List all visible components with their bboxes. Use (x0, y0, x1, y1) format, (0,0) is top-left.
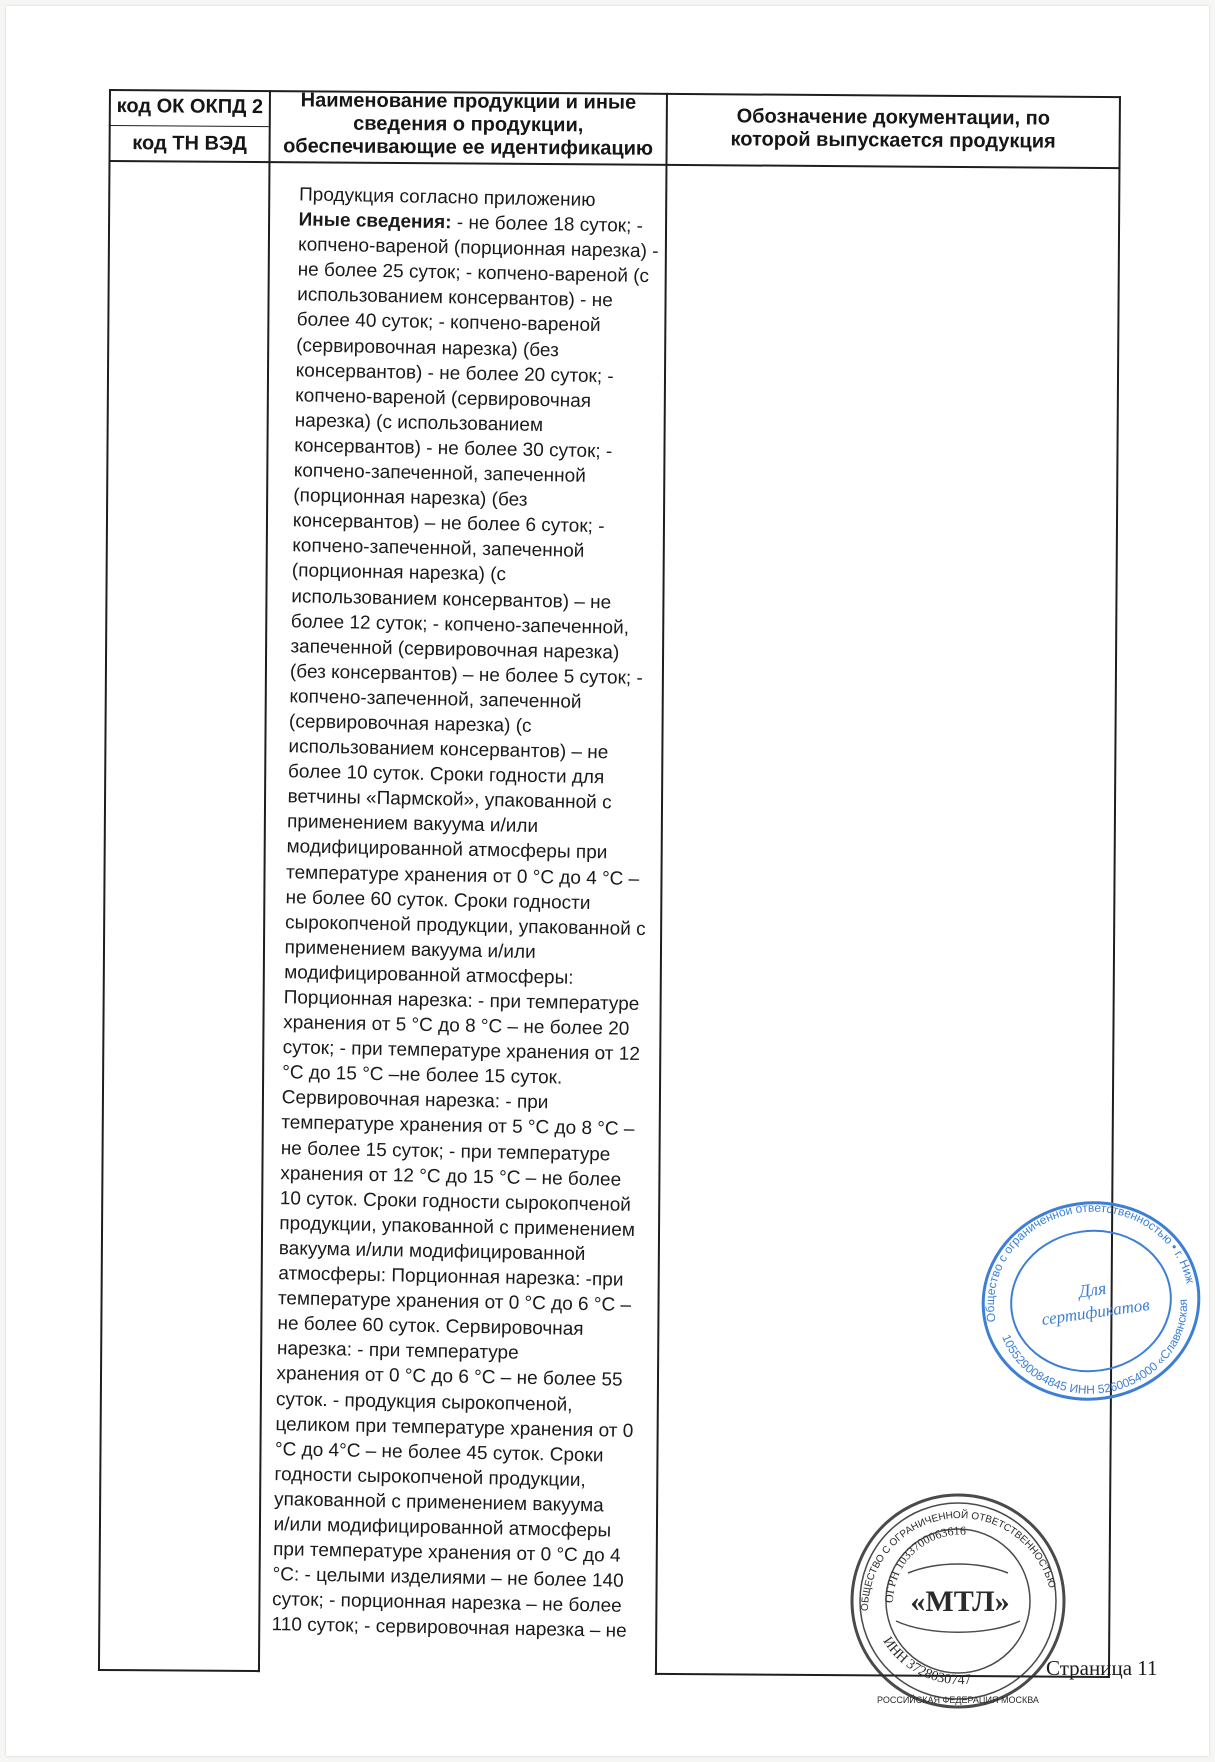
body-line: Продукция согласно приложению (298, 184, 596, 212)
body-line: хранения от 0 °С до 6 °С – не более 55 (276, 1363, 623, 1392)
body-line: запеченной (сервировочная нарезка) (290, 635, 620, 664)
body-line: использованием консервантов) - не (296, 284, 613, 312)
header-product-name (271, 89, 666, 161)
body-line: вакуума и/или модифицированной (278, 1238, 586, 1265)
body-line: (порционная нарезка) (с (291, 560, 507, 586)
header-documentation-line: Обозначение документации, по (736, 105, 1051, 130)
body-line: температуре хранения от 0 °С до 4 °С – (285, 861, 640, 890)
body-line: не более 60 суток. Сервировочная (277, 1313, 584, 1341)
black-seal-ring-bottom: РОССИЙСКАЯ ФЕДЕРАЦИЯ МОСКВА (877, 1695, 1039, 1705)
header-bottom-border (108, 160, 1120, 169)
page-number: Страница 11 (1046, 1656, 1158, 1680)
header-tn-ved: код ТН ВЭД (132, 132, 247, 155)
body-line: не более 15 суток; - при температуре (280, 1137, 611, 1166)
body-line: температуре хранения от 5 °С до 8 °С – (281, 1112, 635, 1141)
col1-bottom-border (98, 1669, 260, 1672)
certificate-table (98, 89, 1126, 1681)
blue-stamp-center-2: сертификатов (1040, 1294, 1151, 1329)
company-stamp-blue (976, 1196, 1206, 1406)
other-info-value: - не более 18 суток; - (451, 212, 644, 238)
body-line: не более 25 суток; - копчено-вареной (с (297, 259, 650, 288)
body-line: (порционная нарезка) (без (293, 485, 528, 511)
body-line: при температуре хранения от 0 °С до 4 (272, 1539, 621, 1567)
blue-stamp-ring-text-bottom: 1055290084845 ИНН 5260054000 «Славянская (999, 1298, 1191, 1397)
body-line: атмосферы: Порционная нарезка: -при (278, 1263, 624, 1291)
body-line: копчено-вареной (сервировочная (295, 385, 592, 412)
body-line: 10 суток. Сроки годности сырокопченой (279, 1187, 632, 1216)
body-line: (сервировочная нарезка) (без (296, 334, 559, 361)
body-line: °С: - целыми изделиями – не более 140 (272, 1564, 624, 1592)
body-line: суток; - при температуре хранения от 12 (282, 1037, 641, 1066)
header-product-name-line: обеспечивающие ее идентификацию (283, 135, 654, 160)
body-line: Сервировочная нарезка: - при (281, 1087, 549, 1114)
body-line: (без консервантов) – не более 5 суток; - (289, 661, 643, 689)
table-left-border (98, 89, 111, 1671)
blue-stamp-center-1: Для (1077, 1277, 1108, 1302)
body-line: упакованной с применением вакуума (273, 1488, 604, 1517)
body-line: температуре хранения от 0 °С до 6 °С – (277, 1288, 632, 1317)
body-line: хранения от 5 °С до 8 °С – не более 20 (283, 1012, 630, 1040)
blue-stamp-ring-text: Общество с ограниченной ответственностью • г. Нижний (982, 1200, 1198, 1324)
body-line: применением вакуума и/или (284, 937, 536, 963)
body-line: (сервировочная нарезка) (с (288, 711, 532, 737)
body-line: 110 суток; - сервировочная нарезка – не (271, 1614, 627, 1643)
body-line: нарезка) (с использованием (294, 410, 544, 436)
body-line: нарезка: - при температуре (276, 1338, 519, 1365)
body-line: консервантов) - не более 30 суток; - (294, 435, 613, 463)
body-line: не более 60 суток. Сроки годности (285, 886, 591, 914)
header-documentation-line: которой выпускается продукция (730, 128, 1056, 153)
black-seal-inn: ИНН 3728030747 (879, 1634, 972, 1689)
col1-right-border (258, 90, 271, 1672)
header-product-name-line: сведения о продукции, (353, 112, 584, 137)
body-line: более 10 суток. Сроки годности для (287, 761, 605, 789)
header-documentation (668, 105, 1119, 154)
body-line: модифицированной атмосферы при (286, 836, 608, 864)
body-line: Порционная нарезка: - при температуре (283, 987, 640, 1016)
body-line: использованием консервантов) – не (291, 585, 612, 613)
company-seal-black (838, 1481, 1078, 1721)
black-seal-ogrn: ОГРН 1033700063616 (881, 1523, 967, 1604)
body-line: копчено-запеченной, запеченной (293, 460, 587, 487)
col1-header-divider (109, 125, 269, 127)
body-line: копчено-запеченной, запеченной (292, 535, 585, 563)
black-seal-logo: «МТЛ» (910, 1585, 1010, 1618)
document-page (6, 6, 1209, 1756)
body-line: годности сырокопченой продукции, (274, 1463, 586, 1491)
body-line: более 40 суток; - копчено-вареной (296, 309, 601, 337)
body-line: применением вакуума и/или (286, 811, 539, 838)
body-line: копчено-запеченной, запеченной (289, 686, 582, 713)
header-product-name-line: Наименование продукции и иные (300, 89, 637, 114)
black-seal-ring-top: ОБЩЕСТВО С ОГРАНИЧЕННОЙ ОТВЕТСТВЕННОСТЬЮ (859, 1509, 1058, 1612)
body-line: консервантов) - не более 20 суток; - (295, 359, 614, 388)
body-line: хранения от 12 °С до 15 °С – не более (280, 1162, 622, 1191)
body-line: более 12 суток; - копчено-запеченной, (290, 610, 630, 639)
body-line: продукции, упакованной с применением (279, 1212, 636, 1241)
product-details-text (271, 182, 739, 1646)
body-line: °С до 4°С – не более 45 суток. Сроки (274, 1438, 604, 1467)
body-line: консервантов) – не более 6 суток; - (292, 510, 605, 538)
body-line: суток. - продукция сырокопченой, (275, 1388, 573, 1416)
table-right-border (1108, 96, 1121, 1678)
body-line: сырокопченой продукции, упакованной с (284, 911, 646, 940)
body-line: модифицированной атмосферы: (283, 962, 574, 989)
body-line: и/или модифицированной атмосферы (273, 1514, 612, 1542)
header-okpd2: код ОК ОКПД 2 (116, 95, 264, 119)
other-info-label: Иные сведения: (298, 209, 452, 234)
body-line: использованием консервантов) – не (288, 736, 609, 764)
body-line: °С до 15 °С –не более 15 суток. (282, 1062, 563, 1089)
body-line: целиком при температуре хранения от 0 (275, 1413, 634, 1442)
body-line: ветчины «Пармской», упакованной с (287, 786, 612, 814)
body-line: суток; - порционная нарезка – не более (271, 1589, 622, 1618)
body-line: копчено-вареной (порционная нарезка) - (297, 234, 659, 263)
